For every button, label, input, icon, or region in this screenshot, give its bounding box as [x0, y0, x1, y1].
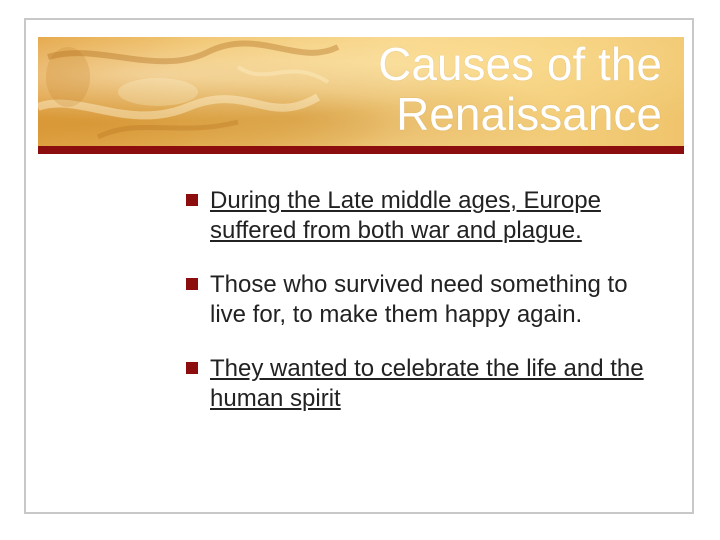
- bullet-item-1: [186, 186, 666, 246]
- bullet-item-2: [186, 270, 666, 330]
- title-line-2: Renaissance: [396, 88, 662, 140]
- title-line-1: Causes of the: [378, 38, 662, 90]
- square-bullet-icon: [186, 362, 198, 374]
- title-divider: [38, 146, 684, 154]
- page-title: [378, 39, 662, 139]
- title-banner: [38, 37, 684, 146]
- bullet-text-3[interactable]: They wanted to celebrate the life and the human spirit: [210, 355, 644, 412]
- bullet-text-2: Those who survived need something to live for, to make them happy again.: [210, 271, 628, 328]
- bullet-list: [186, 186, 666, 438]
- bullet-item-3: [186, 354, 666, 414]
- square-bullet-icon: [186, 278, 198, 290]
- square-bullet-icon: [186, 194, 198, 206]
- bullet-text-1[interactable]: During the Late middle ages, Europe suffered from both war and plague.: [210, 187, 601, 244]
